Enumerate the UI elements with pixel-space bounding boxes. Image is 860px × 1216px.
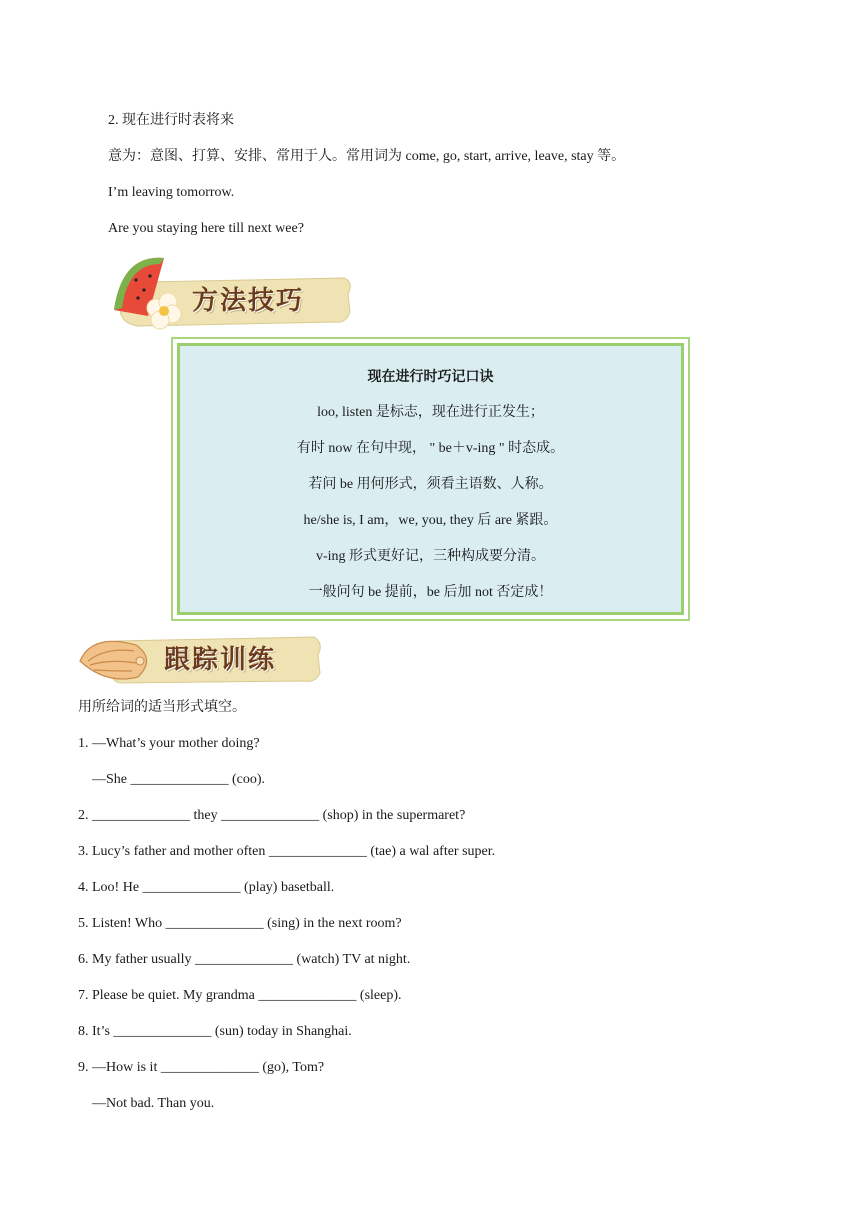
exercise-answer-line: —She ______________ (coo).: [92, 772, 266, 787]
tip-line-6: 一般问句 be 提前，be 后加 not 否定成！: [308, 585, 553, 600]
exercise-item: 4. Loo! He ______________ (play) basetball.: [78, 880, 335, 895]
tip-title: 现在进行时巧记口诀: [367, 369, 494, 385]
exercise-item: 7. Please be quiet. My grandma ______________ (sleep).: [78, 988, 402, 1003]
exercise-item: 3. Lucy’s father and mother often ______________ (tae) a wal after super.: [78, 844, 496, 859]
tip-line-2: 有时 now 在句中现， " be＋v-ing " 时态成。: [296, 441, 565, 456]
exercise-item: 2. ______________ they ______________ (shop) in the supermaret?: [78, 808, 466, 823]
shell-icon: [80, 641, 147, 679]
example-sentence-1: I’m leaving tomorrow.: [108, 185, 235, 200]
exercise-item: 8. It’s ______________ (sun) today in Shanghai.: [78, 1024, 352, 1039]
method-banner: [108, 250, 358, 332]
tip-box-inner: [177, 343, 684, 615]
tip-box: [171, 337, 690, 621]
tip-line-3: 若问 be 用何形式，须看主语数、人称。: [308, 477, 553, 492]
exercise-item: 9. —How is it ______________ (go), Tom?: [78, 1060, 325, 1075]
exercise-item: 1. —What’s your mother doing?: [78, 736, 260, 751]
tip-line-1: loo, listen 是标志，现在进行正发生；: [317, 405, 544, 420]
practice-banner-title: 跟踪训练: [164, 645, 277, 675]
section-meaning: 意为：意图、打算、安排、常用于人。常用词为 come, go, start, arrive, leave, stay 等。: [108, 149, 626, 164]
exercise-instruction: 用所给词的适当形式填空。: [78, 700, 246, 715]
tip-line-5: v-ing 形式更好记，三种构成要分清。: [315, 549, 546, 564]
practice-banner: [76, 625, 326, 689]
exercise-answer-line: —Not bad. Than you.: [92, 1096, 215, 1111]
example-sentence-2: Are you staying here till next wee?: [108, 221, 304, 236]
exercise-item: 6. My father usually ______________ (watch) TV at night.: [78, 952, 411, 967]
exercise-item: 5. Listen! Who ______________ (sing) in the next room?: [78, 916, 402, 931]
tip-line-4: he/she is, I am，we, you, they 后 are 紧跟。: [303, 513, 558, 528]
section-heading: 2. 现在进行时表将来: [108, 113, 234, 128]
method-banner-title: 方法技巧: [192, 286, 305, 316]
